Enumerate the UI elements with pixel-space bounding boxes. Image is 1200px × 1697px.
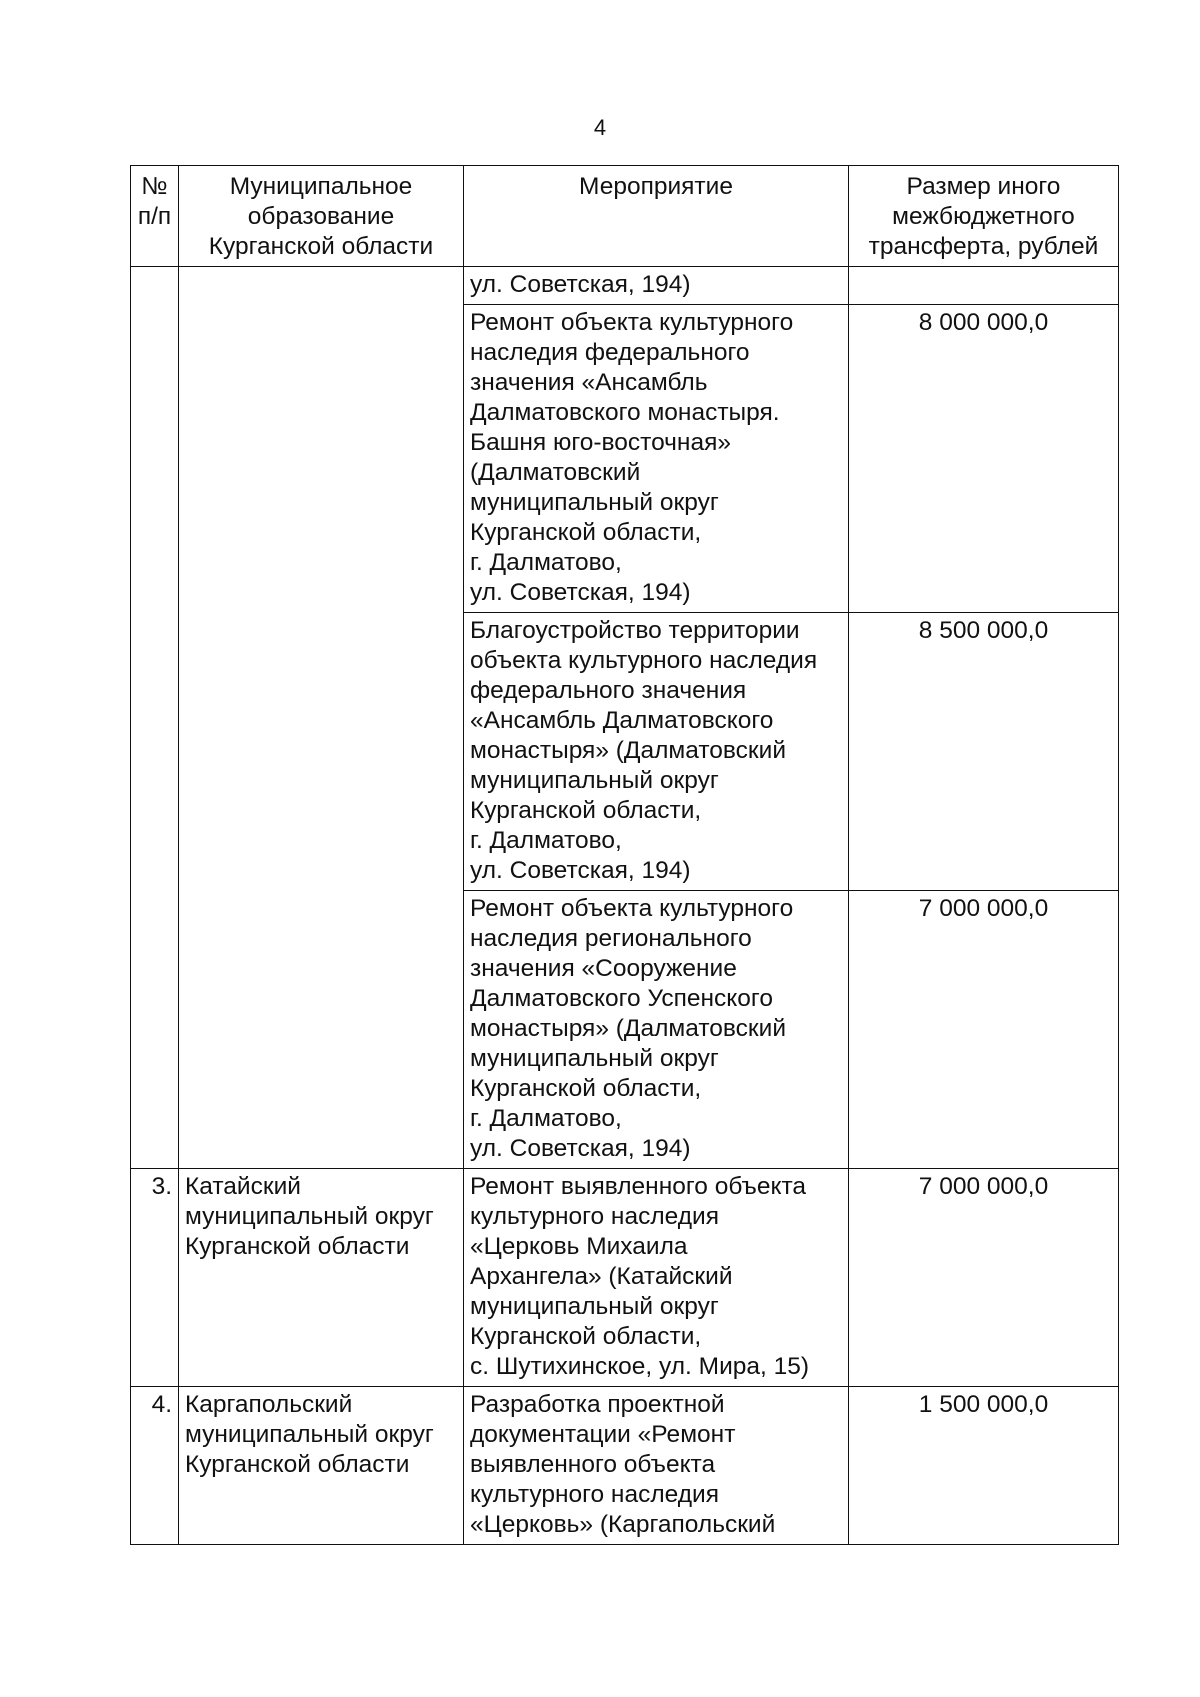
- row-event: ул. Советская, 194): [464, 267, 849, 305]
- row-municipality: Каргапольский муниципальный округ Курганской области: [179, 1387, 464, 1545]
- row-event: Ремонт объекта культурного наследия федерального значения «Ансамбль Далматовского монастыря. Башня юго-восточная» (Далматовский муниципальный округ Курганской области, г. Далматово, ул. Советская, 194): [464, 305, 849, 613]
- table-row: [131, 1387, 1119, 1545]
- header-number: № п/п: [131, 166, 179, 267]
- row-event: Благоустройство территории объекта культурного наследия федерального значения «Ансамбль Далматовского монастыря» (Далматовский муниципальный округ Курганской области, г. Далматово, ул. Советская, 194): [464, 613, 849, 891]
- header-event: Мероприятие: [464, 166, 849, 267]
- row-amount: [849, 267, 1119, 305]
- header-municipality: Муниципальное образование Курганской области: [179, 166, 464, 267]
- row-number: 4.: [131, 1387, 179, 1545]
- page-number: 4: [593, 115, 607, 140]
- table-row: [131, 267, 1119, 305]
- table-header-row: [131, 166, 1119, 267]
- header-amount: Размер иного межбюджетного трансферта, рублей: [849, 166, 1119, 267]
- row-number: 3.: [131, 1169, 179, 1387]
- row-amount: 1 500 000,0: [849, 1387, 1119, 1545]
- table-row: [131, 1169, 1119, 1387]
- row-municipality: [179, 267, 464, 1169]
- row-amount: 7 000 000,0: [849, 1169, 1119, 1387]
- row-municipality: Катайский муниципальный округ Курганской области: [179, 1169, 464, 1387]
- row-amount: 8 500 000,0: [849, 613, 1119, 891]
- row-event: Разработка проектной документации «Ремонт выявленного объекта культурного наследия «Церковь» (Каргапольский: [464, 1387, 849, 1545]
- row-number: [131, 267, 179, 1169]
- transfer-table: [130, 165, 1119, 1545]
- row-event: Ремонт объекта культурного наследия регионального значения «Сооружение Далматовского Успенского монастыря» (Далматовский муниципальный округ Курганской области, г. Далматово, ул. Советская, 194): [464, 891, 849, 1169]
- row-amount: 8 000 000,0: [849, 305, 1119, 613]
- row-event: Ремонт выявленного объекта культурного наследия «Церковь Михаила Архангела» (Катайский муниципальный округ Курганской области, с. Шутихинское, ул. Мира, 15): [464, 1169, 849, 1387]
- row-amount: 7 000 000,0: [849, 891, 1119, 1169]
